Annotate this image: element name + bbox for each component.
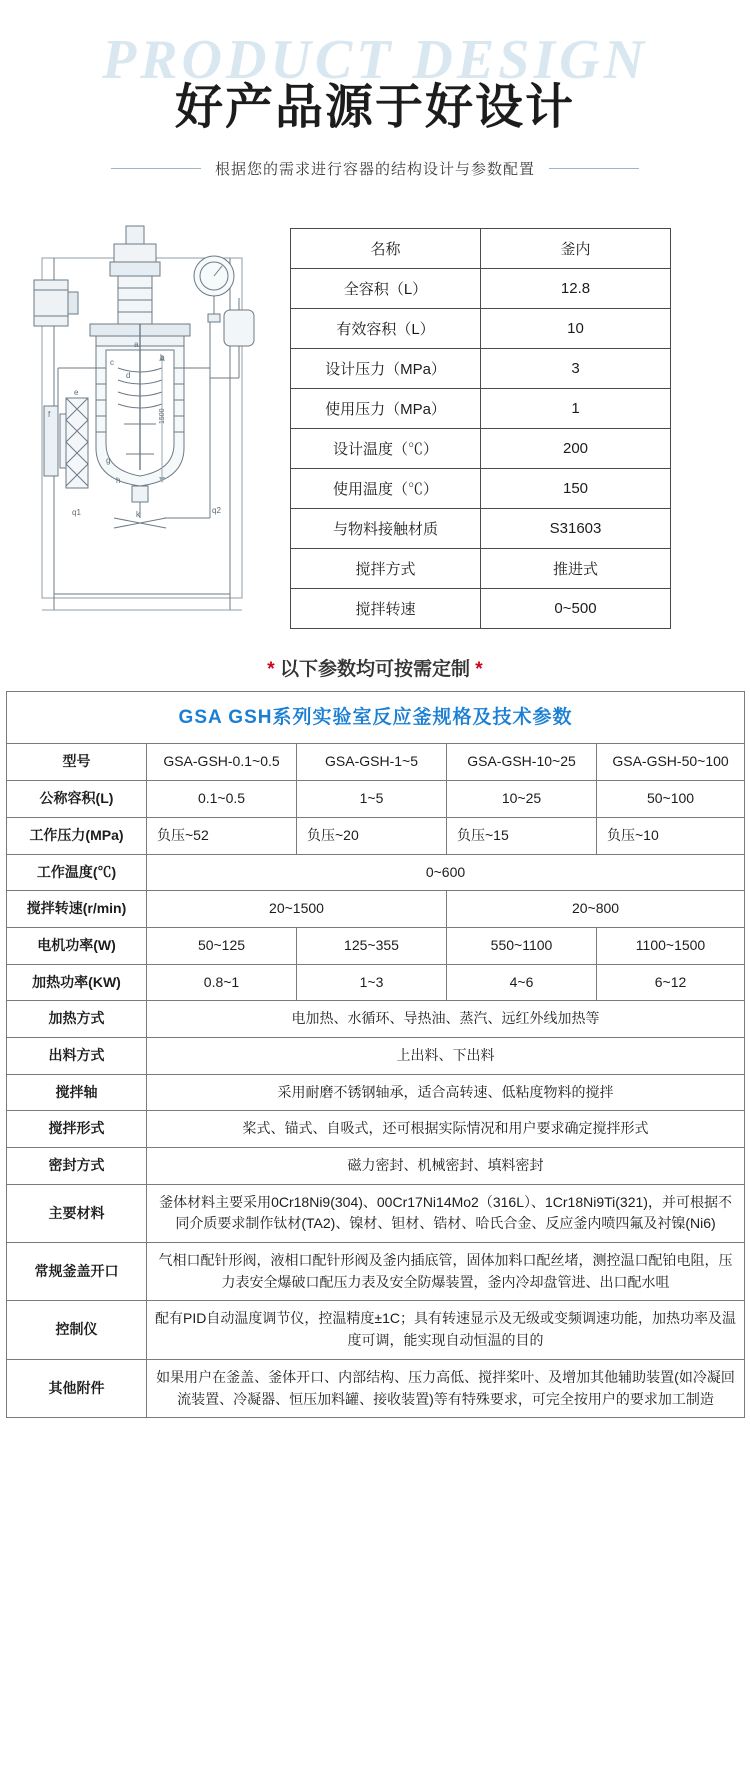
row-label: 出料方式 <box>7 1037 147 1074</box>
cell: 1100~1500 <box>597 927 745 964</box>
params-table <box>6 691 745 1418</box>
cell: 釜体材料主要采用0Cr18Ni9(304)、00Cr17Ni14Mo2（316L）、1Cr18Ni9Ti(321)，并可根据不同介质要求制作钛材(TA2)、镍材、钽材、锆材、哈氏合金、反应釜内喷四氟及衬镍(Ni6) <box>147 1184 745 1242</box>
spec-value: 10 <box>481 309 671 349</box>
cell: GSA-GSH-1~5 <box>297 744 447 781</box>
cell: 0~600 <box>147 854 745 891</box>
note-star-right: * <box>475 659 483 680</box>
table-row <box>7 1037 745 1074</box>
table-row <box>7 964 745 1001</box>
cell: 桨式、锚式、自吸式，还可根据实际情况和用户要求确定搅拌形式 <box>147 1111 745 1148</box>
page-header <box>0 0 750 200</box>
drawing-label-q1: q1 <box>72 508 81 517</box>
drawing-label-d: d <box>126 371 131 380</box>
page-subtitle: 根据您的需求进行容器的结构设计与参数配置 <box>214 161 535 178</box>
cell: 负压~15 <box>447 817 597 854</box>
page-title: 好产品源于好设计 <box>174 81 575 134</box>
cell: 10~25 <box>447 781 597 818</box>
row-label: 控制仪 <box>7 1301 147 1359</box>
table-row <box>291 309 671 349</box>
row-label: 型号 <box>7 744 147 781</box>
table-row <box>7 1148 745 1185</box>
cell: 电加热、水循环、导热油、蒸汽、远红外线加热等 <box>147 1001 745 1038</box>
cell: 气相口配针形阀，液相口配针形阀及釜内插底管，固体加料口配丝堵，测控温口配铂电阻，压力表安全爆破口配压力表及安全防爆装置，釜内冷却盘管进、出口配水咀 <box>147 1243 745 1301</box>
spec-name: 全容积（L） <box>291 269 481 309</box>
spec-name: 设计温度（℃） <box>291 429 481 469</box>
params-section <box>0 691 750 1418</box>
row-label: 加热功率(KW) <box>7 964 147 1001</box>
row-label: 常规釜盖开口 <box>7 1243 147 1301</box>
note-star-left: * <box>267 659 275 680</box>
cell: 采用耐磨不锈钢轴承，适合高转速、低粘度物料的搅拌 <box>147 1074 745 1111</box>
spec-value: 200 <box>481 429 671 469</box>
cell: 1~5 <box>297 781 447 818</box>
cell: 负压~52 <box>147 817 297 854</box>
reactor-spec-table <box>290 228 671 629</box>
table-row <box>7 891 745 928</box>
watermark-text: PRODUCT DESIGN <box>101 29 649 91</box>
divider-right <box>549 168 639 169</box>
row-label: 工作温度(℃) <box>7 854 147 891</box>
drawing-label-h: h <box>116 476 121 485</box>
row-label: 主要材料 <box>7 1184 147 1242</box>
row-label: 搅拌形式 <box>7 1111 147 1148</box>
table-row <box>291 429 671 469</box>
row-label: 搅拌转速(r/min) <box>7 891 147 928</box>
cell: 50~100 <box>597 781 745 818</box>
row-label: 公称容积(L) <box>7 781 147 818</box>
drawing-label-q2: q2 <box>212 506 221 515</box>
drawing-label-b: b <box>160 353 165 362</box>
spec-name: 有效容积（L） <box>291 309 481 349</box>
cell: 50~125 <box>147 927 297 964</box>
spec-value: 推进式 <box>481 549 671 589</box>
cell: 20~1500 <box>147 891 447 928</box>
spec-section <box>0 218 750 638</box>
footer-spacer <box>0 1418 750 1432</box>
spec-value: 150 <box>481 469 671 509</box>
cell: GSA-GSH-0.1~0.5 <box>147 744 297 781</box>
table-row <box>7 854 745 891</box>
table-row <box>291 469 671 509</box>
row-label: 电机功率(W) <box>7 927 147 964</box>
spec-name: 使用温度（℃） <box>291 469 481 509</box>
cell: 如果用户在釜盖、釜体开口、内部结构、压力高低、搅拌桨叶、及增加其他辅助装置(如冷凝回流装置、冷凝器、恒压加料罐、接收装置)等有特殊要求，可完全按用户的要求加工制造 <box>147 1359 745 1417</box>
table-row <box>7 1301 745 1359</box>
spec-name: 搅拌方式 <box>291 549 481 589</box>
cell: GSA-GSH-10~25 <box>447 744 597 781</box>
cell: 4~6 <box>447 964 597 1001</box>
spec-name: 与物料接触材质 <box>291 509 481 549</box>
table-row <box>7 1243 745 1301</box>
drawing-label-e: e <box>74 388 79 397</box>
table-row <box>291 589 671 629</box>
spec-value: 1 <box>481 389 671 429</box>
cell: 1~3 <box>297 964 447 1001</box>
note-text: 以下参数均可按需定制 <box>279 659 470 680</box>
row-label: 工作压力(MPa) <box>7 817 147 854</box>
table-row <box>7 1359 745 1417</box>
table-row <box>291 349 671 389</box>
drawing-label-k: k <box>136 510 140 519</box>
cell: 20~800 <box>447 891 745 928</box>
table-row <box>291 389 671 429</box>
table-row <box>7 1074 745 1111</box>
cell: GSA-GSH-50~100 <box>597 744 745 781</box>
spec-name: 设计压力（MPa） <box>291 349 481 389</box>
cell: 0.1~0.5 <box>147 781 297 818</box>
spec-name: 名称 <box>291 229 481 269</box>
cell: 125~355 <box>297 927 447 964</box>
spec-value: 12.8 <box>481 269 671 309</box>
row-label: 密封方式 <box>7 1148 147 1185</box>
table-row <box>7 1001 745 1038</box>
row-label: 其他附件 <box>7 1359 147 1417</box>
cell: 配有PID自动温度调节仪，控温精度±1C；具有转速显示及无级或变频调速功能，加热功率及温度可调，能实现自动恒温的目的 <box>147 1301 745 1359</box>
table-row <box>7 927 745 964</box>
spec-value: S31603 <box>481 509 671 549</box>
subtitle-row <box>0 158 750 179</box>
table-row <box>291 269 671 309</box>
spec-name: 使用压力（MPa） <box>291 389 481 429</box>
customizable-note <box>0 654 750 681</box>
spec-value: 3 <box>481 349 671 389</box>
dim-vertical-label: 1500 <box>159 408 166 424</box>
table-row <box>291 229 671 269</box>
row-label: 加热方式 <box>7 1001 147 1038</box>
table-row <box>7 1111 745 1148</box>
table-header-row <box>7 692 745 744</box>
drawing-label-a: a <box>134 340 139 349</box>
cell: 磁力密封、机械密封、填料密封 <box>147 1148 745 1185</box>
reactor-technical-drawing <box>14 218 276 630</box>
row-label: 搅拌轴 <box>7 1074 147 1111</box>
cell: 0.8~1 <box>147 964 297 1001</box>
spec-name: 搅拌转速 <box>291 589 481 629</box>
table-row <box>7 781 745 818</box>
table-row <box>7 817 745 854</box>
drawing-label-g: g <box>106 456 111 465</box>
drawing-label-f: f <box>48 410 51 419</box>
table-row <box>291 549 671 589</box>
table-row <box>291 509 671 549</box>
cell: 上出料、下出料 <box>147 1037 745 1074</box>
cell: 负压~20 <box>297 817 447 854</box>
divider-left <box>111 168 201 169</box>
table-row <box>7 744 745 781</box>
params-table-title: GSA GSH系列实验室反应釜规格及技术参数 <box>7 692 745 744</box>
table-row <box>7 1184 745 1242</box>
cell: 负压~10 <box>597 817 745 854</box>
cell: 550~1100 <box>447 927 597 964</box>
cell: 6~12 <box>597 964 745 1001</box>
spec-value: 0~500 <box>481 589 671 629</box>
spec-value: 釜内 <box>481 229 671 269</box>
drawing-label-c: c <box>110 358 114 367</box>
